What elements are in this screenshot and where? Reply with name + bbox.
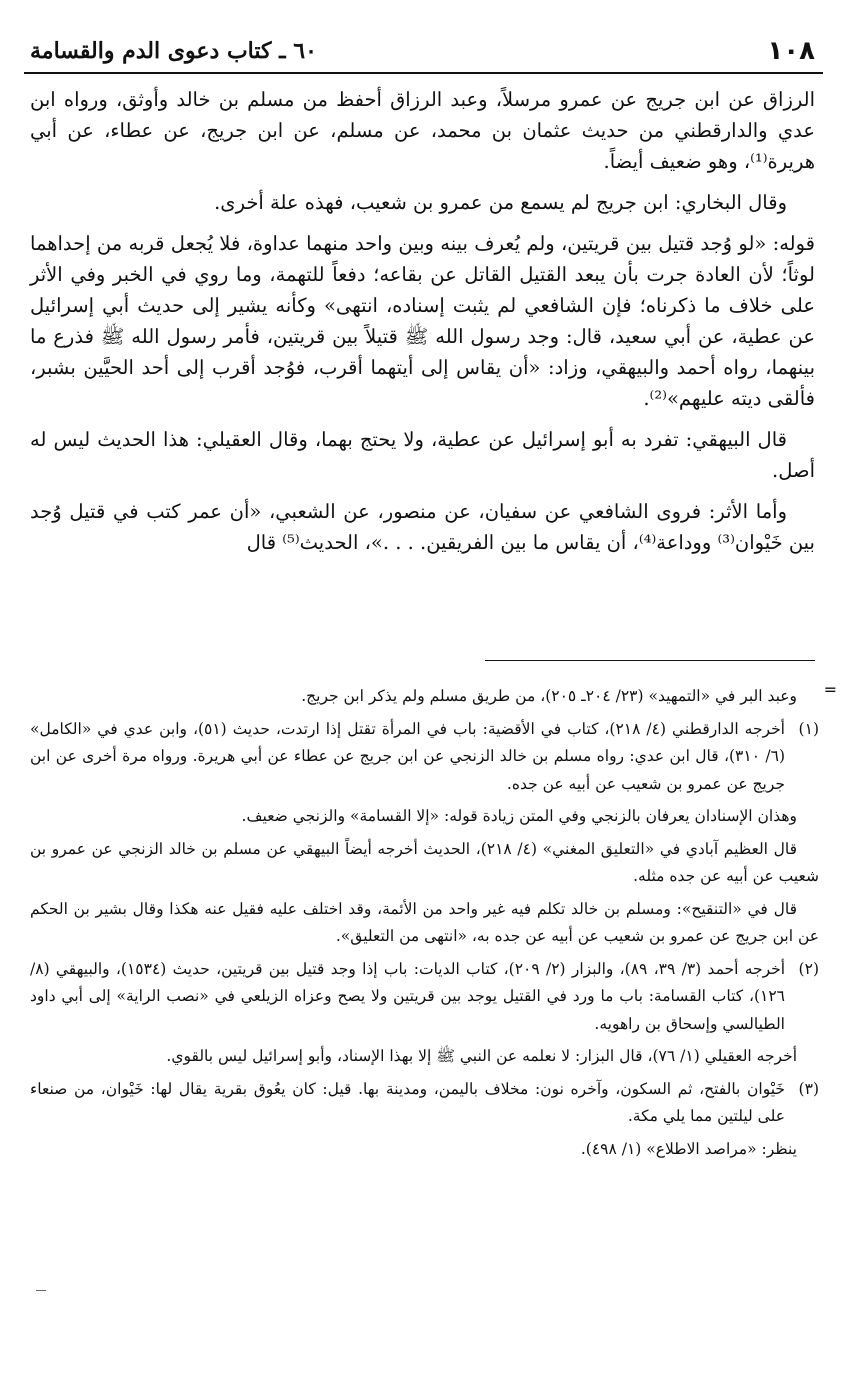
footnote-text: وهذان الإسنادان يعرفان بالزنجي وفي المتن زيادة قوله: «إلا القسامة» والزنجي ضعيف.: [241, 807, 797, 825]
main-text: [30, 84, 815, 568]
footnote-text: قال العظيم آبادي في «التعليق المغني» (٤/ ٢١٨)، الحديث أخرجه أيضاً البيهقي عن مسلم بن خالد الزنجي عن عمرو بن شعيب عن أبيه عن جده مثله.: [30, 839, 819, 885]
footnote-text: أخرجه الدارقطني (٤/ ٢١٨)، كتاب في الأقضية: باب في المرأة تقتل إذا ارتدت، حديث (٥١)، وابن عدي في «الكامل» (٦/ ٣١٠)، قال ابن عدي: رواه مسلم بن خالد الزنجي عن ابن جريج عن عطاء عن أبي هريرة. ورواه مرة أخرى عن ابن جريج عن عمرو بن شعيب عن أبيه عن جده.: [30, 719, 785, 793]
paragraph: قال البيهقي: تفرد به أبو إسرائيل عن عطية، ولا يحتج بهما، وقال العقيلي: هذا الحديث ليس له أصل.: [30, 428, 815, 482]
footnote-text: أخرجه أحمد (٣/ ٣٩، ٨٩)، والبزار (٢/ ٢٠٩)، كتاب الديات: باب إذا وجد قتيل بين قريتين، حديث (١٥٣٤)، والبيهقي (٨/ ١٢٦)، كتاب القسامة: باب ما ورد في القتيل يوجد بين قريتين ولا يصح وعزاه الزيلعي في «نصب الراية» إلى أبي داود الطيالسي وإسحاق بن راهويه.: [30, 959, 786, 1033]
footnote-number: (١): [798, 719, 819, 738]
footnote-1: [30, 716, 819, 799]
bottom-rule: [36, 1290, 46, 1291]
paragraph: قوله: «لو وُجد قتيل بين قريتين، ولم يُعرف بينه وبين واحد منهما عداوة، فلا يُجعل قربه من إحداهما لوثاً؛ لأن العادة جرت بأن يبعد القتيل القاتل عن بقاعه؛ دفعاً للتهمة، وما روي في الخبر وفي الأثر على خلاف ما ذكرناه؛ فإن الشافعي لم يثبت إسناده، انتهى» وكأنه يشير إلى حديث أبي إسرائيل عن عطية، عن أبي سعيد، قال: وجد رسول الله ﷺ قتيلاً بين قريتين، فأمر رسول الله ﷺ فذرع ما بينهما، رواه أحمد والبيهقي، وزاد: «أن يقاس إلى أيتهما أقرب، فوُجد أقرب إلى أحد الحيَّين بشبر، فألقى ديته عليهم»⁽²⁾.: [30, 232, 815, 410]
footnote-separator: [485, 660, 815, 661]
footnote-number: (٣): [798, 1079, 819, 1098]
paragraph: وقال البخاري: ابن جريج لم يسمع من عمرو بن شعيب، فهذه علة أخرى.: [214, 191, 787, 214]
footnote-3: [30, 1076, 819, 1131]
page-number: ١٠٨: [767, 36, 815, 66]
footnote: [30, 836, 819, 891]
footnote-2: [30, 956, 819, 1039]
footnote: [30, 1043, 819, 1071]
footnote-number: (٢): [798, 959, 819, 978]
continuation-mark: =: [823, 680, 837, 699]
footnote-text: قال في «التنقيح»: ومسلم بن خالد تكلم فيه غير واحد من الأئمة، وقد اختلف عليه فقيل عنه هكذا وقال بشير بن الحكم عن ابن جريج عن عمرو بن شعيب عن أبيه عن جده به، «انتهى من التعليق».: [30, 899, 819, 945]
footnote: [30, 803, 819, 831]
footnote-text: ينظر: «مراصد الاطلاع» (١/ ٤٩٨).: [580, 1139, 797, 1158]
running-head: ٦٠ ـ كتاب دعوى الدم والقسامة: [30, 38, 317, 64]
footnote: [30, 896, 819, 951]
footnote: [30, 1136, 819, 1164]
page-header: [24, 34, 823, 74]
footnote: [30, 683, 819, 711]
footnote-text: وعبد البر في «التمهيد» (٢٣/ ٢٠٤ـ ٢٠٥)، من طريق مسلم ولم يذكر ابن جريج.: [301, 687, 797, 705]
footnotes: [30, 683, 819, 1168]
footnote-text: أخرجه العقيلي (١/ ٧٦)، قال البزار: لا نعلمه عن النبي ﷺ إلا بهذا الإسناد، وأبو إسرائيل ليس بالقوي.: [166, 1047, 797, 1065]
paragraph: وأما الأثر: فروى الشافعي عن سفيان، عن منصور، عن الشعبي، «أن عمر كتب في قتيل وُجد بين خَيْوان⁽³⁾ ووداعة⁽⁴⁾، أن يقاس ما بين الفريقين. . . .»، الحديث⁽⁵⁾ قال: [30, 500, 815, 554]
footnote-text: خَيْوان بالفتح، ثم السكون، وآخره نون: مخلاف باليمن، ومدينة بها. قيل: كان يعُوق بقرية يقال لها: خَيْوان، من صنعاء على ليلتين مما يلي مكة.: [30, 1079, 785, 1125]
paragraph: الرزاق عن ابن جريج عن عمرو مرسلاً، وعبد الرزاق أحفظ من مسلم بن خالد وأوثق، ورواه ابن عدي والدارقطني من حديث عثمان بن محمد، عن مسلم، عن ابن جريج، عن عطاء، عن أبي هريرة⁽¹⁾، وهو ضعيف أيضاً.: [30, 88, 815, 173]
